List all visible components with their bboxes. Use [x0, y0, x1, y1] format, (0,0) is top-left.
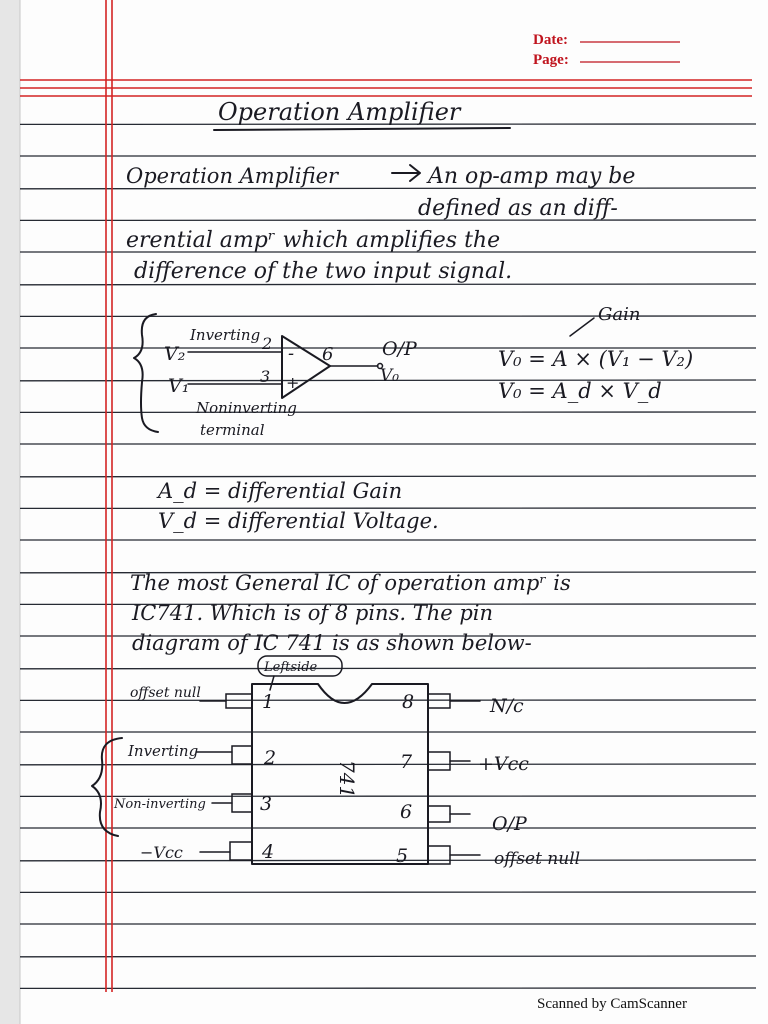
pin-6-label: 6 — [322, 344, 334, 365]
pin-7-label: +Vcc — [478, 753, 529, 775]
definition-line-3: erential ampʳ which amplifies the — [126, 228, 501, 253]
chip-label: 741 — [335, 760, 359, 799]
pin-1-number: 1 — [262, 691, 275, 713]
pin-5-label: offset null — [494, 849, 581, 869]
ruled-line — [20, 188, 756, 189]
ruled-line — [20, 956, 756, 957]
ruled-line — [20, 668, 756, 669]
pin-7-number: 7 — [400, 751, 413, 773]
vo-label: V₀ — [380, 366, 400, 386]
pin-2-label: Inverting — [128, 742, 199, 760]
vd-definition: V_d = differential Voltage. — [158, 509, 439, 533]
v2-label: V₂ — [164, 343, 186, 365]
pin-6-number: 6 — [400, 801, 413, 823]
page-label: Page: — [533, 52, 569, 68]
ruled-line — [20, 284, 756, 285]
ic-text-line-2: IC741. Which is of 8 pins. The pin — [132, 601, 494, 625]
minus-sign: - — [288, 343, 295, 364]
inverting-label: Inverting — [190, 326, 261, 344]
v1-label: V₁ — [168, 375, 190, 397]
ruled-line — [20, 764, 756, 765]
scanner-footer: Scanned by CamScanner — [537, 996, 687, 1012]
pin-5-number: 5 — [396, 845, 409, 867]
gain-label: Gain — [598, 304, 641, 325]
pin-3-label: Non-inverting — [114, 797, 206, 812]
pin-4-label: −Vcc — [140, 843, 183, 862]
pin-2-label: 2 — [262, 334, 273, 353]
pin-1-label: offset null — [130, 685, 201, 701]
terminal-label: terminal — [200, 421, 265, 439]
pin-8-label: N/c — [490, 695, 524, 717]
pin-8-number: 8 — [402, 691, 415, 713]
definition-line-2: defined as an diff- — [418, 196, 618, 221]
leftside-label: Leftside — [264, 660, 318, 675]
pin-3-label: 3 — [260, 367, 271, 386]
page-binding-edge — [0, 0, 20, 1024]
ic-text-line-1: The most General IC of operation ampʳ is — [130, 571, 571, 595]
output-label: O/P — [382, 338, 417, 360]
page-title: Operation Amplifier — [218, 98, 461, 126]
ruled-line — [20, 860, 756, 861]
noninverting-label: Noninverting — [196, 399, 297, 417]
ad-definition: A_d = differential Gain — [158, 479, 403, 503]
definition-lead: Operation Amplifier — [126, 164, 339, 188]
formula-2: V₀ = A_d × V_d — [498, 379, 662, 403]
pin-6-label: O/P — [492, 813, 527, 835]
pin-4-number: 4 — [262, 841, 275, 863]
date-label: Date: — [533, 32, 568, 48]
definition-line-1: An op-amp may be — [428, 164, 636, 189]
pin-2-number: 2 — [264, 747, 277, 769]
definition-line-4: difference of the two input signal. — [134, 259, 513, 284]
formula-1: V₀ = A × (V₁ − V₂) — [498, 347, 694, 371]
ic-text-line-3: diagram of IC 741 is as shown below- — [132, 631, 532, 655]
plus-sign: + — [286, 373, 300, 392]
ruled-line — [20, 476, 756, 477]
pin-3-number: 3 — [260, 793, 273, 815]
